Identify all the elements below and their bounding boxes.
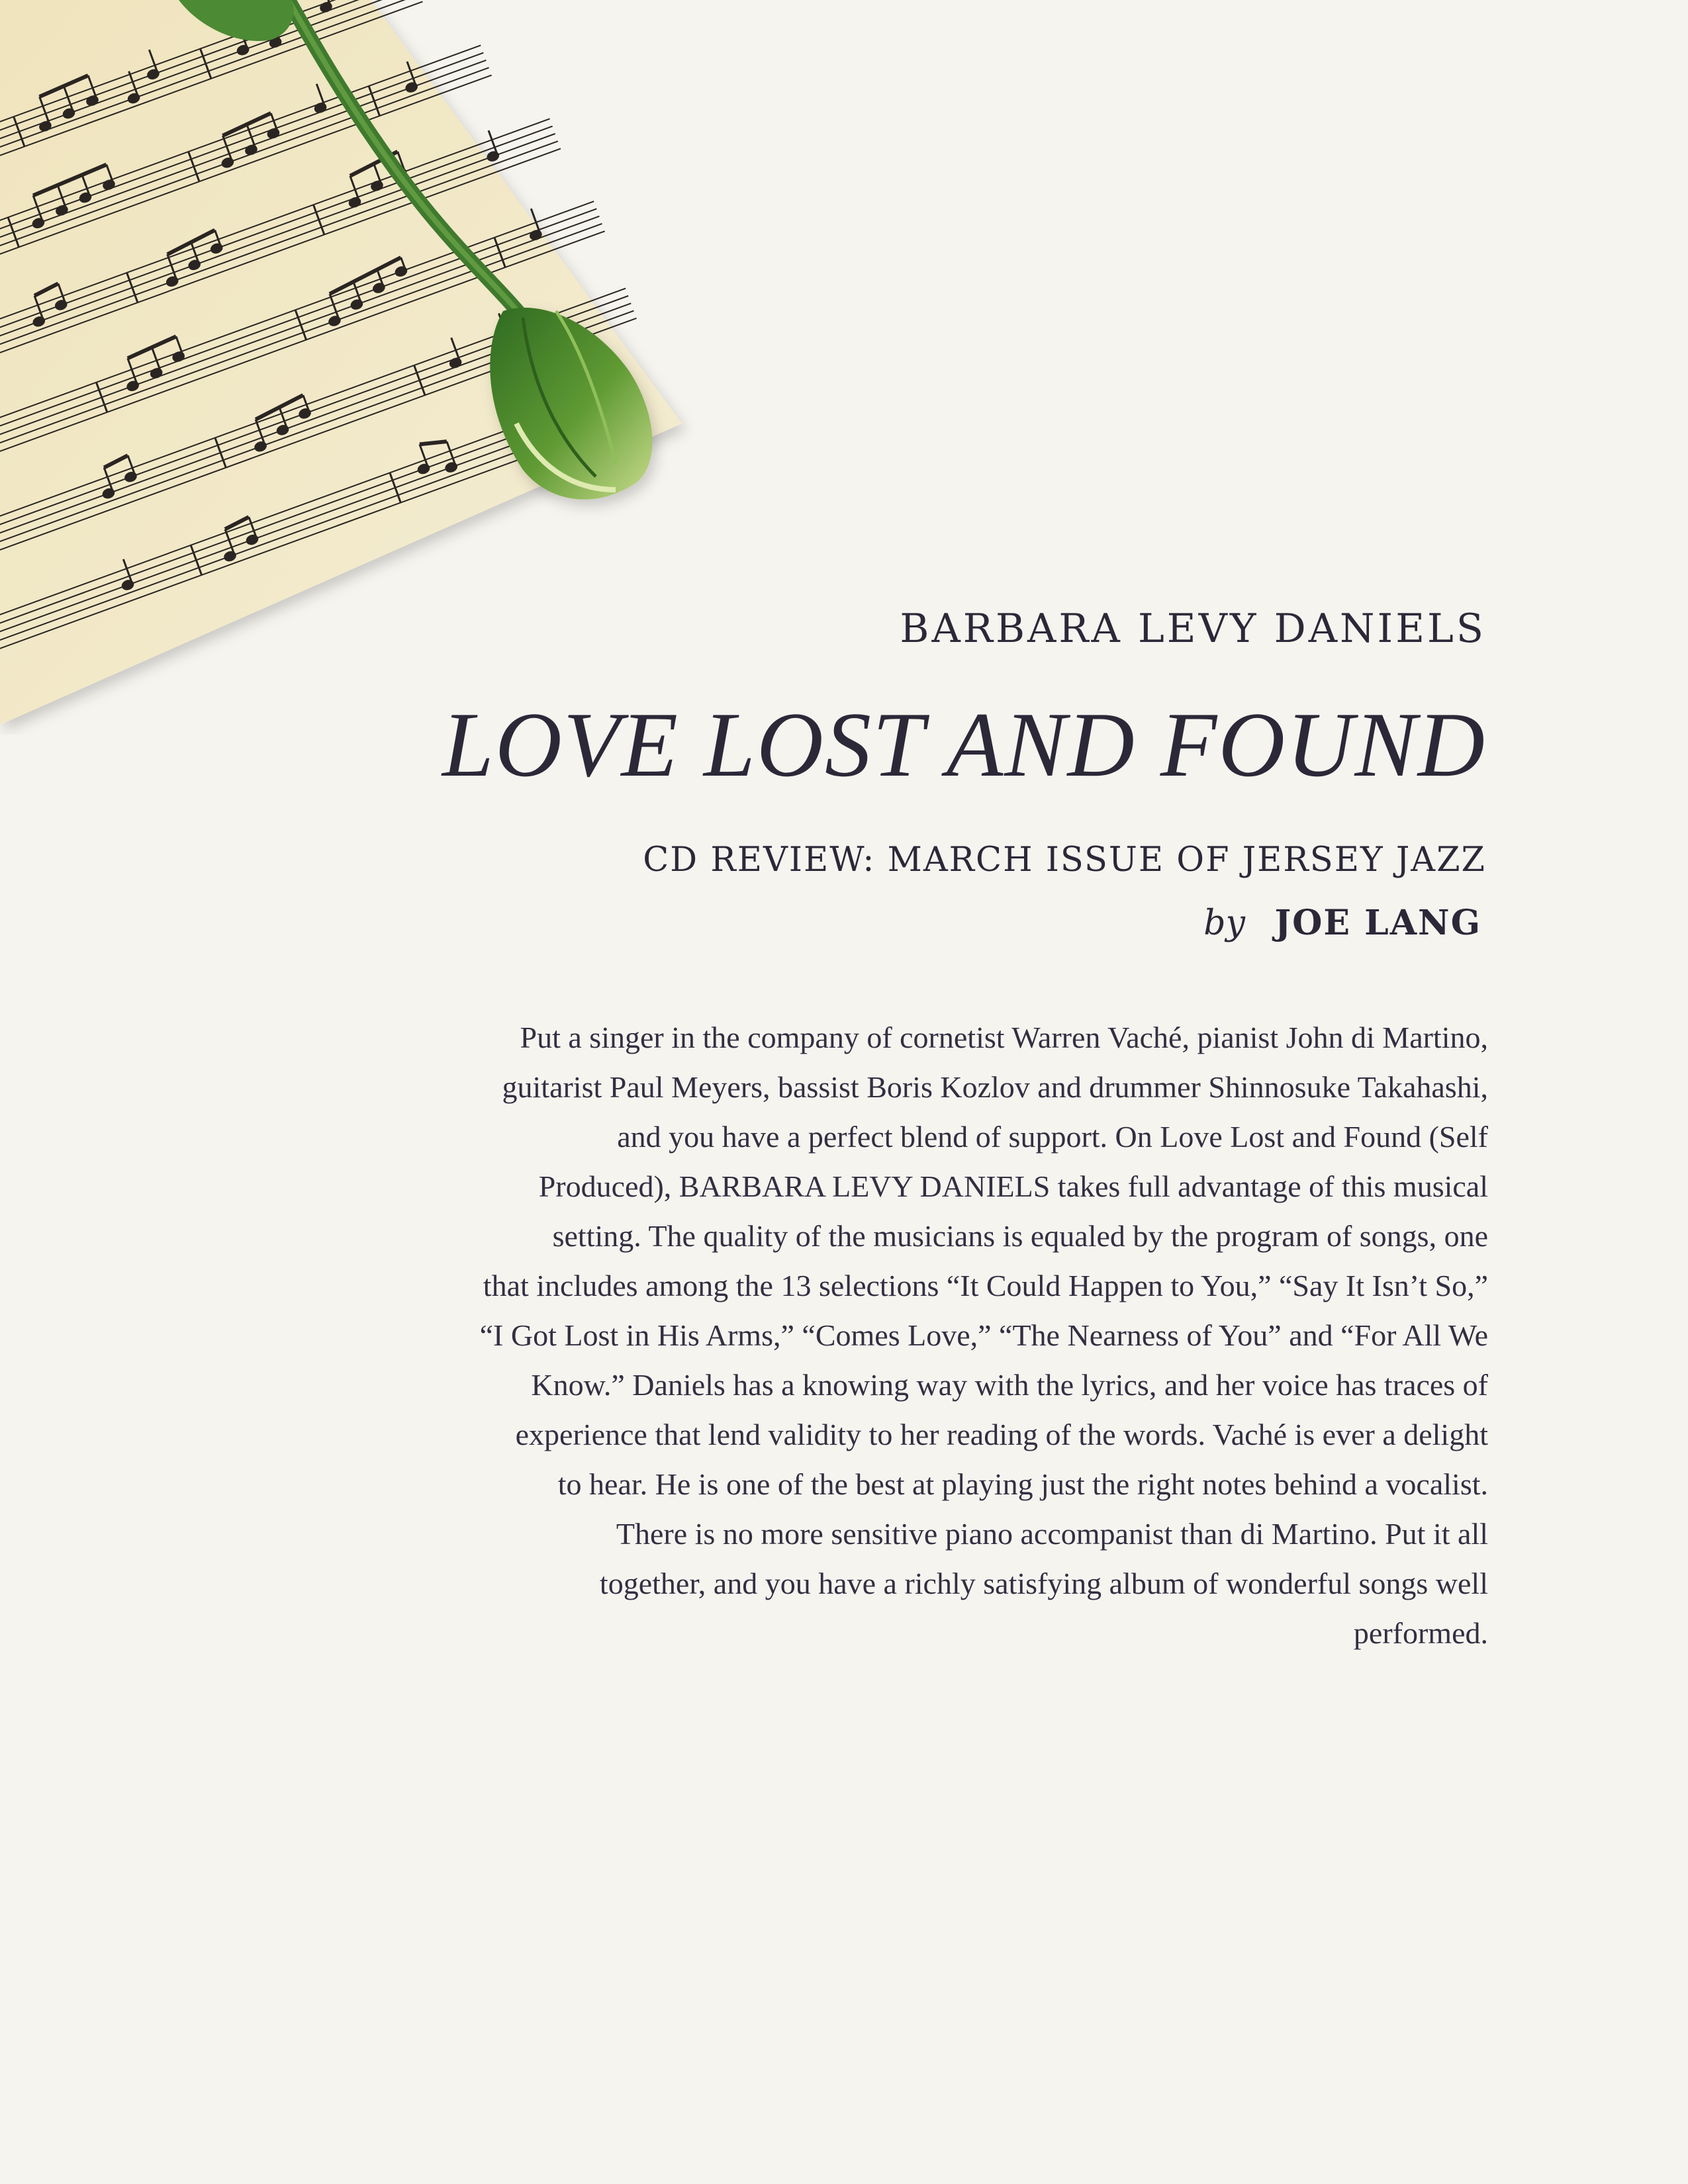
body-line: and you have a perfect blend of support. On Love Lost and Found (Self (617, 1120, 1488, 1154)
body-line: setting. The quality of the musicians is equaled by the program of songs, one (552, 1219, 1488, 1253)
author-name: JOE LANG (1274, 903, 1481, 943)
sheet-music-tulip-decoration (0, 0, 695, 735)
body-line: guitarist Paul Meyers, bassist Boris Kozlov and drummer Shinnosuke Takahashi, (502, 1070, 1488, 1104)
body-line: performed. (1353, 1616, 1488, 1650)
review-body (265, 1013, 1488, 1658)
body-line: together, and you have a richly satisfying album of wonderful songs well (599, 1567, 1488, 1600)
review-source: CD REVIEW: MARCH ISSUE OF JERSEY JAZZ (643, 841, 1486, 880)
album-title: LOVE LOST AND FOUND (442, 694, 1486, 796)
body-line: “I Got Lost in His Arms,” “Comes Love,” “The Nearness of You” and “For All We (479, 1318, 1488, 1352)
artist-name: BARBARA LEVY DANIELS (900, 606, 1486, 652)
body-line: Know.” Daniels has a knowing way with the lyrics, and her voice has traces of (531, 1368, 1488, 1402)
byline (1203, 903, 1481, 943)
body-line: experience that lend validity to her reading of the words. Vaché is ever a delight (515, 1418, 1488, 1451)
body-line: Put a singer in the company of cornetist Warren Vaché, pianist John di Martino, (520, 1021, 1488, 1054)
body-line: that includes among the 13 selections “It Could Happen to You,” “Say It Isn’t So,” (483, 1269, 1488, 1302)
body-line: to hear. He is one of the best at playing just the right notes behind a vocalist. (557, 1467, 1488, 1501)
body-line: Produced), BARBARA LEVY DANIELS takes full advantage of this musical (538, 1169, 1488, 1203)
byline-prefix: by (1203, 903, 1245, 943)
body-line: There is no more sensitive piano accompanist than di Martino. Put it all (616, 1517, 1488, 1551)
